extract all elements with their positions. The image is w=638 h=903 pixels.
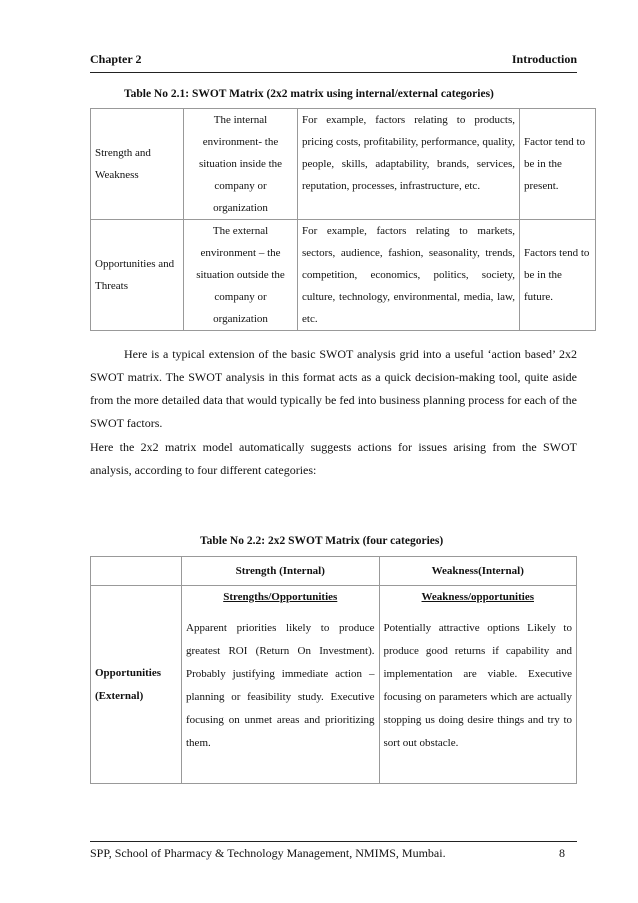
chapter-label: Chapter 2 <box>90 52 142 66</box>
table-header-row <box>91 557 577 586</box>
row-label: Opportunities (External) <box>91 586 182 784</box>
quadrant-title: Strengths/Opportunities <box>223 591 338 603</box>
examples-cell: For example, factors relating to markets, sectors, audience, fashion, seasonality, trends, competition, economics, politics, society, culture, technology, environmental, media, law, etc. <box>298 220 520 331</box>
section-label: Introduction <box>511 52 577 66</box>
scope-cell: The internal environment- the situation inside the company or organization <box>184 109 298 220</box>
table-row <box>91 109 596 220</box>
action-swot-matrix-table <box>90 556 577 784</box>
quadrant-cell <box>182 586 380 784</box>
quadrant-text: Apparent priorities likely to produce greatest ROI (Return On Investment). Probably justifying immediate action – planning or feasibility study. Executive focusing on unmet areas and prioritizing them. <box>186 622 375 749</box>
table1-caption: Table No 2.1: SWOT Matrix (2x2 matrix using internal/external categories) <box>124 88 494 100</box>
examples-cell: For example, factors relating to products, pricing costs, profitability, performance, quality, people, skills, adaptability, brands, services, reputation, processes, infrastructure, etc. <box>298 109 520 220</box>
scope-cell: The external environment – the situation outside the company or organization <box>184 220 298 331</box>
table-row <box>91 220 596 331</box>
institution-name: SPP, School of Pharmacy & Technology Management, NMIMS, Mumbai. <box>90 846 446 860</box>
body-paragraph: Here the 2x2 matrix model automatically suggests actions for issues arising from the SWOT analysis, according to four different categories: <box>90 440 577 477</box>
swot-matrix-table <box>90 108 596 331</box>
table2-caption: Table No 2.2: 2x2 SWOT Matrix (four categories) <box>200 535 444 547</box>
page-header <box>90 52 577 70</box>
quadrant-title: Weakness/opportunities <box>421 591 534 603</box>
row-label: Strength and Weakness <box>91 109 184 220</box>
table-row <box>91 586 577 784</box>
quadrant-cell <box>379 586 577 784</box>
page-footer <box>90 846 577 861</box>
footer-divider <box>90 841 577 842</box>
body-paragraph: Here is a typical extension of the basic SWOT analysis grid into a useful ‘action based’ 2x2 SWOT matrix. The SWOT analysis in this format acts as a quick decision-making tool, quite aside from the more detailed data that would typically be fed into business planning process for each of the SWOT factors. <box>90 347 577 430</box>
quadrant-text: Potentially attractive options Likely to produce good returns if capability and implementation are viable. Executive focusing on parameters which are actually stopping us doing desire things and try to sort out obstacle. <box>383 622 572 749</box>
row-label: Opportunities and Threats <box>91 220 184 331</box>
corner-cell <box>91 557 182 586</box>
column-header: Strength (Internal) <box>182 557 380 586</box>
tense-cell: Factors tend to be in the future. <box>520 220 596 331</box>
tense-cell: Factor tend to be in the present. <box>520 109 596 220</box>
column-header: Weakness(Internal) <box>379 557 577 586</box>
header-divider <box>90 72 577 73</box>
page-number: 8 <box>559 846 565 860</box>
